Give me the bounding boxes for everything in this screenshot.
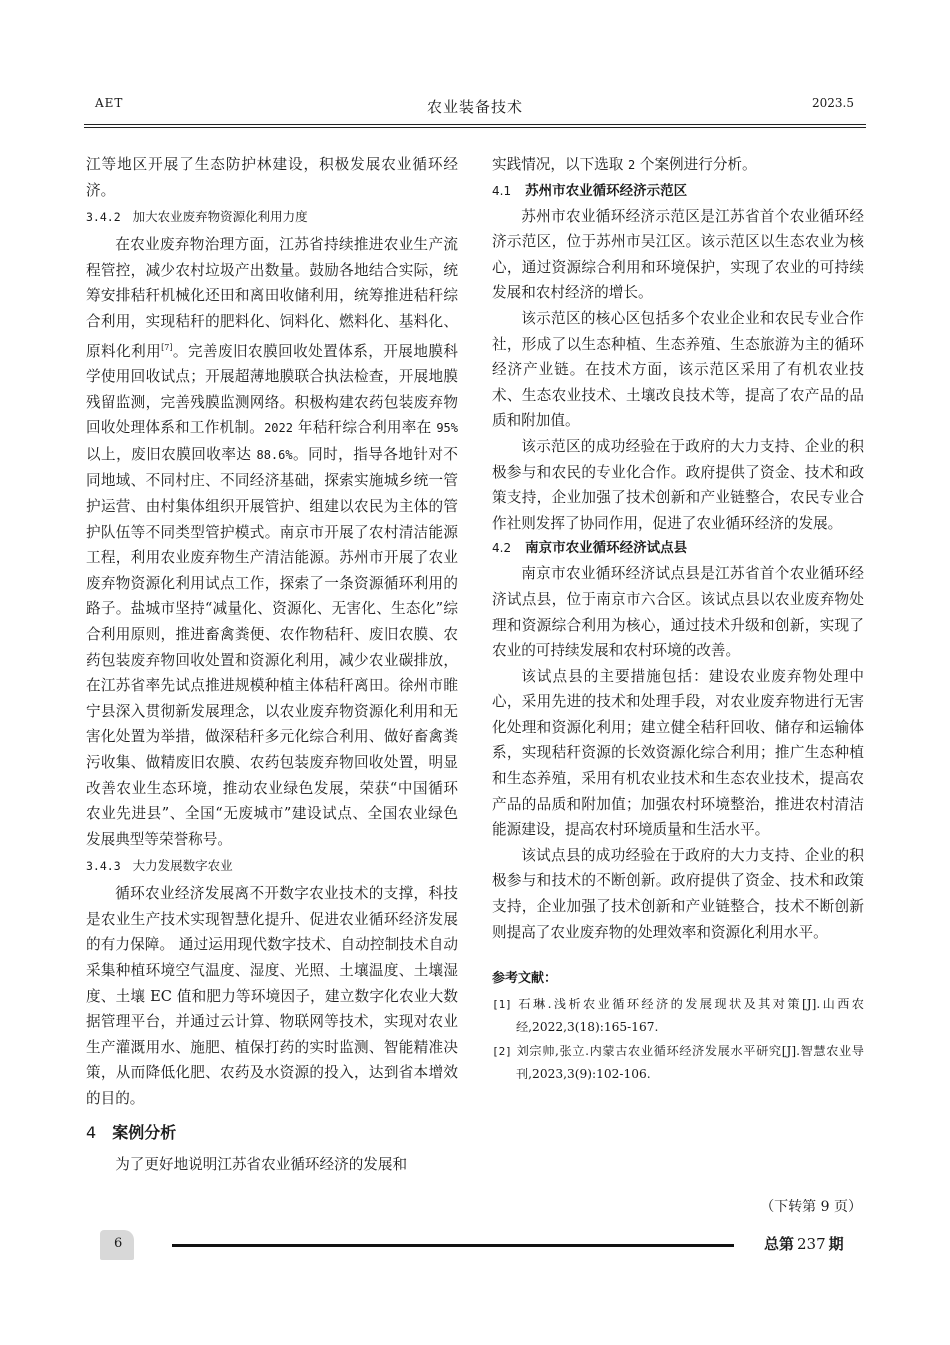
page-number: 6 bbox=[114, 1236, 123, 1251]
references-title: 参考文献： bbox=[492, 971, 558, 987]
paragraph-text: 以上，废旧农膜回收率达 bbox=[86, 445, 257, 463]
right-column bbox=[492, 152, 864, 1085]
issue-date: 2023.5 bbox=[812, 96, 854, 110]
section-title: 苏州市农业循环经济示范区 bbox=[525, 182, 688, 199]
continued-note: （下转第 9 页） bbox=[760, 1199, 862, 1215]
section-title: 案例分析 bbox=[112, 1122, 177, 1142]
paragraph bbox=[86, 232, 458, 852]
section-number: 4 bbox=[86, 1122, 97, 1142]
paragraph: 该试点县的主要措施包括：建设农业废弃物处理中心，采用先进的技术和处理手段，对农业废弃物进行无害化处理和资源化利用；建立健全秸秆回收、储存和运输体系，实现秸秆资源的长效资源化综合利用；推广生态种植和生态养殖，采用有机农业技术和生态农业技术，提高农产品的品质和附加值；加强农村环境整治，推进农村清洁能源建设，提高农村环境质量和生活水平。 bbox=[492, 667, 864, 839]
reference-text: 刘宗帅,张立.内蒙古农业循环经济发展水平研究[J].智慧农业导刊,2023,3(9):102-106. bbox=[516, 1044, 864, 1082]
issue-num: 237 bbox=[797, 1235, 826, 1253]
reference-text: 石琳.浅析农业循环经济的发展现状及其对策[J].山西农经,2022,3(18):165-167. bbox=[516, 997, 864, 1035]
reference-number: [1] bbox=[492, 998, 512, 1012]
journal-title: 农业装备技术 bbox=[426, 98, 523, 116]
paragraph: 江等地区开展了生态防护林建设，积极发展农业循环经济。 bbox=[86, 156, 458, 199]
section-number: 4.1 bbox=[492, 183, 512, 198]
header-divider bbox=[84, 124, 866, 125]
section-heading-4-1 bbox=[492, 179, 864, 204]
section-title: 大力发展数字农业 bbox=[132, 858, 233, 874]
header-divider-secondary bbox=[84, 127, 866, 128]
issue-prefix: 总第 bbox=[764, 1235, 795, 1253]
reference-item bbox=[492, 993, 864, 1038]
reference-item bbox=[492, 1040, 864, 1085]
number: 95% bbox=[436, 421, 458, 436]
paragraph: 南京市农业循环经济试点县是江苏省首个农业循环经济试点县，位于南京市六合区。该试点县以农业废弃物处理和资源综合利用为核心，通过技术升级和创新，实现了农业的可持续发展和农村环境的改善。 bbox=[492, 565, 864, 660]
section-heading-3-4-2 bbox=[86, 204, 458, 230]
paragraph: 苏州市农业循环经济示范区是江苏省首个农业循环经济示范区，位于苏州市吴江区。该示范区以生态农业为核心，通过资源综合利用和环境保护，实现了农业的可持续发展和农村经济的增长。 bbox=[492, 207, 864, 302]
issue-suffix: 期 bbox=[828, 1235, 844, 1253]
number: 88.6% bbox=[256, 447, 293, 462]
paragraph: 循环农业经济发展离不开数字农业技术的支撑，科技是农业生产技术实现智慧化提升、促进农业循环经济发展的有力保障。 通过运用现代数字技术、自动控制技术自动采集种植环境空气温度、湿度、光照、土壤温度、土壤湿度、土壤 EC 值和肥力等环境因子，建立数字化农业大数据管理平台，并通过云计算、物联网等技术，实现对农业生产灌溉用水、施肥、植保打药的实时监测、智能精准决策，从而降低化肥、农药及水资源的投入，达到省本增效的目的。 bbox=[86, 885, 458, 1108]
paragraph-text: 个案例进行分析。 bbox=[635, 156, 757, 173]
paragraph: 为了更好地说明江苏省农业循环经济的发展和 bbox=[115, 1155, 408, 1173]
paragraph bbox=[492, 152, 864, 179]
footer-divider bbox=[172, 1244, 734, 1247]
number: 2 bbox=[627, 158, 636, 172]
paragraph-text: 。完善废旧农膜回收处置体系，开展地膜科学使用回收试点；开展超薄地膜联合执法检查，开展地膜残留监测，完善残膜监测网络。积极构建农药包装废弃物回收处理体系和工作机制。 bbox=[86, 342, 458, 437]
section-number: 3.4.2 bbox=[86, 210, 121, 225]
paragraph-text: 在农业废弃物治理方面，江苏省持续推进农业生产流程管控，减少农村垃圾产出数量。鼓励各地结合实际，统筹安排秸秆机械化还田和离田收储利用，统筹推进秸秆综合利用，实现秸秆的肥料化、饲料化、燃料化、基料化、原料化利用 bbox=[86, 236, 458, 360]
journal-abbrev: AET bbox=[95, 96, 124, 110]
number: 2022 bbox=[264, 421, 293, 436]
left-column bbox=[86, 152, 458, 1177]
paragraph: 该示范区的核心区包括多个农业企业和农民专业合作社，形成了以生态种植、生态养殖、生态旅游为主的循环经济产业链。在技术方面，该示范区采用了有机农业技术、生态农业技术、土壤改良技术等，提高了农产品的品质和附加值。 bbox=[492, 309, 864, 430]
section-heading-3-4-3 bbox=[86, 853, 458, 879]
paragraph: 该试点县的成功经验在于政府的大力支持、企业的积极参与和技术的不断创新。政府提供了资金、技术和政策支持，企业加强了技术创新和产业链整合，技术不断创新则提高了农业废弃物的处理效率和资源化利用水平。 bbox=[492, 846, 864, 941]
paragraph-text: 年秸秆综合利用率在 bbox=[292, 419, 437, 437]
section-number: 3.4.3 bbox=[86, 859, 121, 874]
paragraph-text: 实践情况，以下选取 bbox=[492, 156, 628, 173]
section-number: 4.2 bbox=[492, 541, 512, 556]
issue-number bbox=[764, 1233, 844, 1254]
section-title: 加大农业废弃物资源化利用力度 bbox=[132, 209, 308, 225]
section-title: 南京市农业循环经济试点县 bbox=[525, 540, 688, 557]
section-heading-4-2 bbox=[492, 536, 864, 561]
citation: [7] bbox=[161, 342, 173, 352]
paragraph-text: 。同时，指导各地针对不同地域、不同村庄、不同经济基础，探索实施城乡统一管护运营、由村集体组织开展管护、组建以农民为主体的管护队伍等不同类型管护模式。南京市开展了农村清洁能源工程，利用农业废弃物生产清洁能源。苏州市开展了农业废弃物资源化利用试点工作，探索了一条资源循环利用的路子。盐城市坚持“减量化、资源化、无害化、生态化”综合利用原则，推进畜禽粪便、农作物秸秆、废旧农膜、农药包装废弃物回收处置和资源化利用，减少农业碳排放，在江苏省率先试点推进规模种植主体秸秆离田。徐州市睢宁县深入贯彻新发展理念，以农业废弃物资源化利用和无害化处置为举措，做深秸秆多元化综合利用、做好畜禽粪污收集、做精废旧农膜、农药包装废弃物回收处置，明显改善农业生态环境，推动农业绿色发展，荣获“中国循环农业先进县”、全国“无废城市”建设试点、全国农业绿色发展典型等荣誉称号。 bbox=[86, 445, 458, 848]
reference-number: [2] bbox=[492, 1045, 512, 1059]
paragraph: 该示范区的成功经验在于政府的大力支持、企业的积极参与和农民的专业化合作。政府提供了资金、技术和政策支持，企业加强了技术创新和产业链整合，农民专业合作社则发挥了协同作用，促进了农业循环经济的发展。 bbox=[492, 437, 864, 532]
section-heading-4 bbox=[86, 1120, 458, 1146]
